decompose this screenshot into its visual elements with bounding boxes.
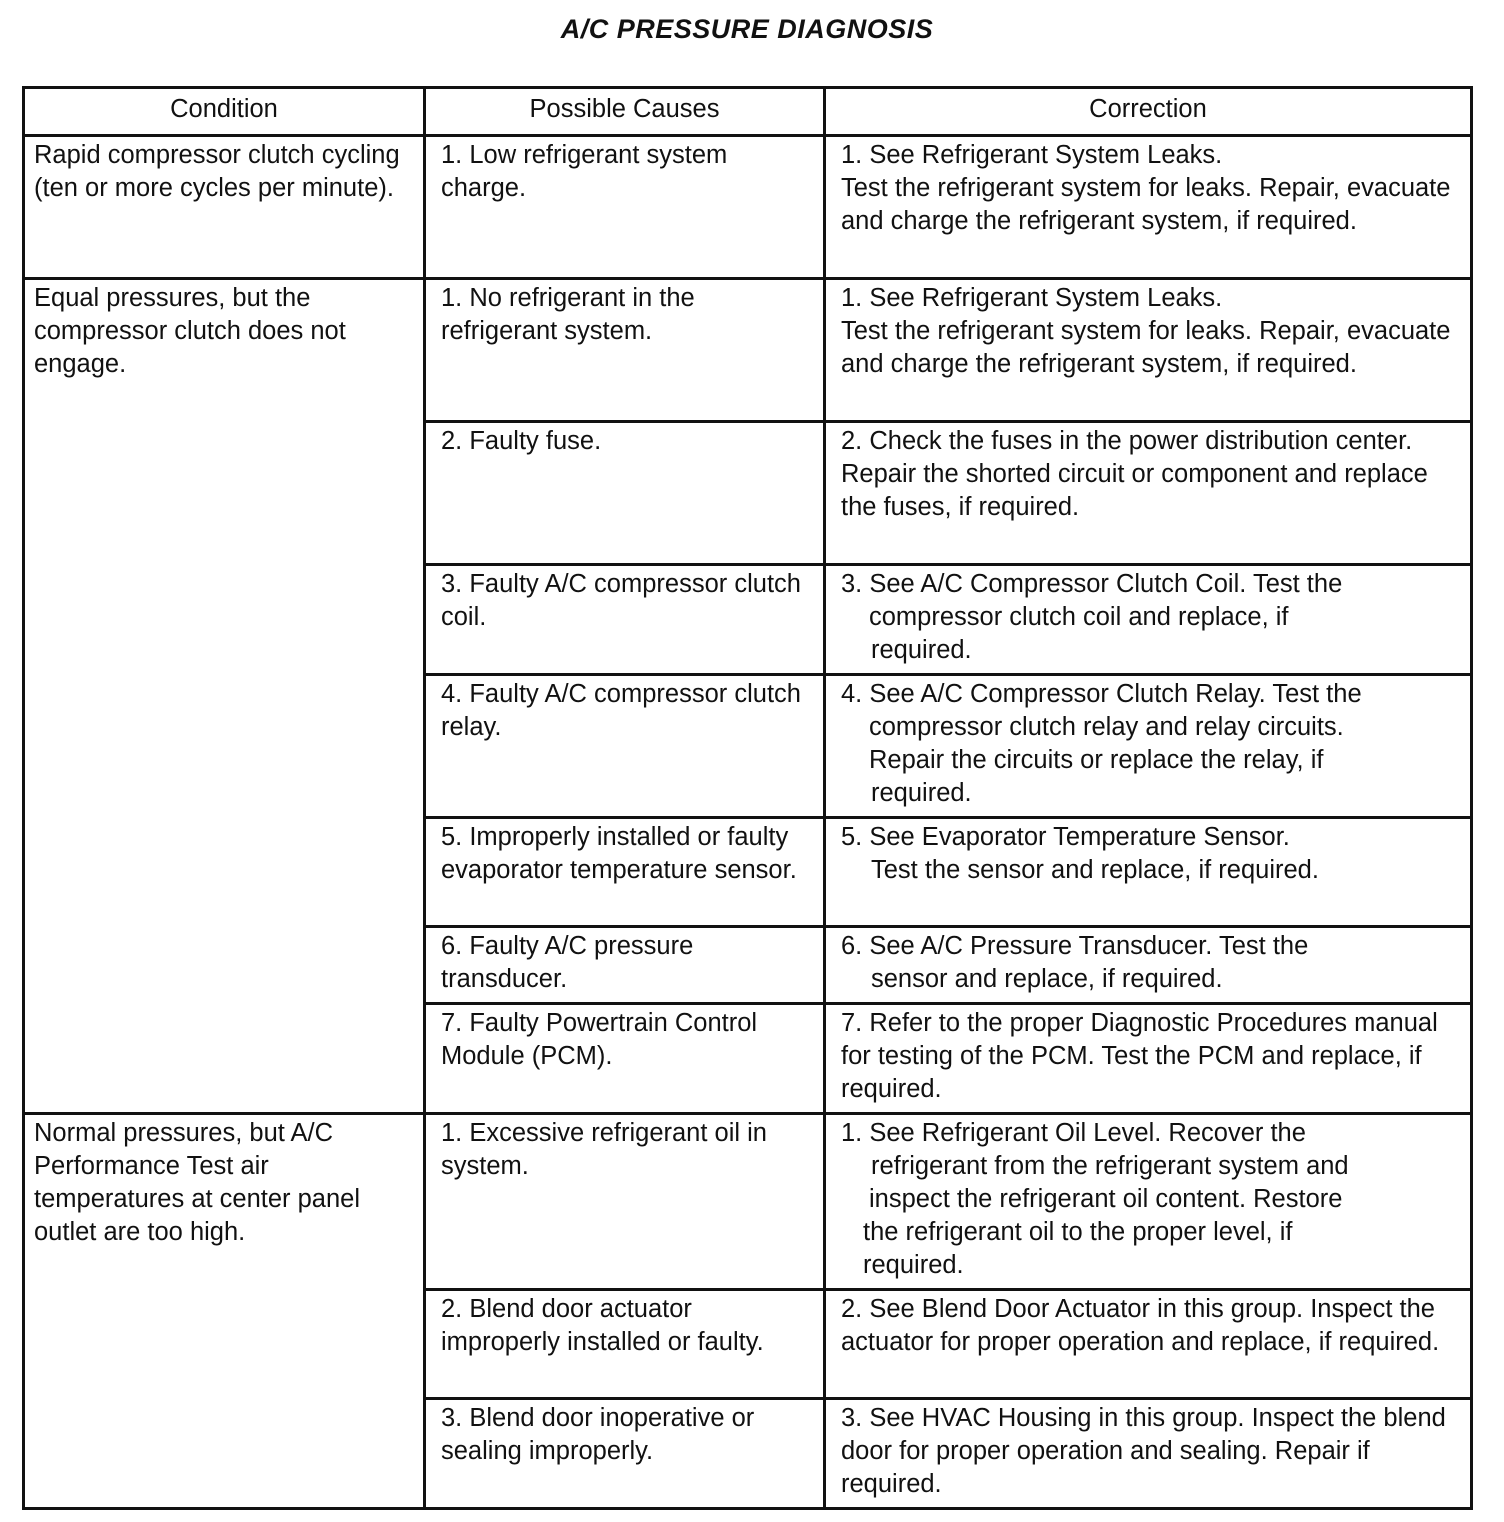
correction-line: compressor clutch coil and replace, if — [869, 603, 1289, 631]
correction-line: Test the sensor and replace, if required. — [871, 856, 1319, 884]
correction-line: 1. See Refrigerant Oil Level. Recover the — [841, 1119, 1306, 1147]
correction-line: the refrigerant oil to the proper level, if — [863, 1218, 1293, 1246]
header-correction: Correction — [825, 88, 1472, 136]
table-header-row — [24, 88, 1472, 136]
correction-line: 2. Check the fuses in the power distribution center. Repair the shorted circuit or component and replace the fuses, if required. — [841, 427, 1428, 521]
correction-line: Test the refrigerant system for leaks. Repair, evacuate and charge the refrigerant system, if required. — [841, 174, 1451, 235]
table-row — [24, 136, 1472, 279]
table-row — [24, 1114, 1472, 1290]
correction-cell — [825, 565, 1472, 675]
cause-cell: 3. Blend door inoperative or sealing improperly. — [425, 1399, 825, 1509]
correction-cell — [825, 1290, 1472, 1399]
page-title: A/C PRESSURE DIAGNOSIS — [560, 14, 934, 44]
condition-cell: Rapid compressor clutch cycling (ten or more cycles per minute). — [24, 136, 425, 279]
cause-cell: 2. Faulty fuse. — [425, 422, 825, 565]
correction-cell — [825, 1114, 1472, 1290]
correction-line: 4. See A/C Compressor Clutch Relay. Test the — [841, 680, 1362, 708]
correction-line: 6. See A/C Pressure Transducer. Test the — [841, 932, 1309, 960]
correction-line: required. — [871, 779, 972, 807]
correction-line: 2. See Blend Door Actuator in this group. Inspect the actuator for proper operation and replace, if required. — [841, 1295, 1440, 1356]
correction-line: inspect the refrigerant oil content. Restore — [869, 1185, 1343, 1213]
correction-cell — [825, 1399, 1472, 1509]
correction-cell — [825, 422, 1472, 565]
correction-line: 1. See Refrigerant System Leaks. — [841, 284, 1223, 312]
correction-cell — [825, 927, 1472, 1004]
cause-cell: 3. Faulty A/C compressor clutch coil. — [425, 565, 825, 675]
correction-line: 7. Refer to the proper Diagnostic Procedures manual for testing of the PCM. Test the PCM and replace, if required. — [841, 1009, 1438, 1103]
cause-cell: 4. Faulty A/C compressor clutch relay. — [425, 675, 825, 818]
cause-cell: 6. Faulty A/C pressure transducer. — [425, 927, 825, 1004]
correction-line: 1. See Refrigerant System Leaks. — [841, 141, 1223, 169]
cause-cell: 7. Faulty Powertrain Control Module (PCM). — [425, 1004, 825, 1114]
cause-cell: 1. No refrigerant in the refrigerant system. — [425, 279, 825, 422]
header-possible-causes: Possible Causes — [425, 88, 825, 136]
correction-cell — [825, 136, 1472, 279]
correction-cell — [825, 279, 1472, 422]
cause-cell: 5. Improperly installed or faulty evaporator temperature sensor. — [425, 818, 825, 927]
cause-cell: 2. Blend door actuator improperly installed or faulty. — [425, 1290, 825, 1399]
correction-line: required. — [871, 636, 972, 664]
cause-cell: 1. Low refrigerant system charge. — [425, 136, 825, 279]
correction-cell — [825, 675, 1472, 818]
header-condition: Condition — [24, 88, 425, 136]
correction-line: 3. See HVAC Housing in this group. Inspect the blend door for proper operation and sealing. Repair if required. — [841, 1404, 1446, 1498]
correction-cell — [825, 818, 1472, 927]
correction-line: required. — [863, 1251, 964, 1279]
cause-cell: 1. Excessive refrigerant oil in system. — [425, 1114, 825, 1290]
condition-cell: Normal pressures, but A/C Performance Test air temperatures at center panel outlet are too high. — [24, 1114, 425, 1509]
correction-line: Test the refrigerant system for leaks. Repair, evacuate and charge the refrigerant system, if required. — [841, 317, 1451, 378]
correction-line: Repair the circuits or replace the relay, if — [869, 746, 1324, 774]
correction-line: refrigerant from the refrigerant system and — [871, 1152, 1349, 1180]
diagnosis-table — [22, 86, 1473, 1510]
correction-cell — [825, 1004, 1472, 1114]
condition-cell: Equal pressures, but the compressor clutch does not engage. — [24, 279, 425, 1114]
correction-line: 3. See A/C Compressor Clutch Coil. Test the — [841, 570, 1343, 598]
correction-line: compressor clutch relay and relay circuits. — [869, 713, 1344, 741]
table-row — [24, 279, 1472, 422]
correction-line: sensor and replace, if required. — [871, 965, 1223, 993]
correction-line: 5. See Evaporator Temperature Sensor. — [841, 823, 1290, 851]
